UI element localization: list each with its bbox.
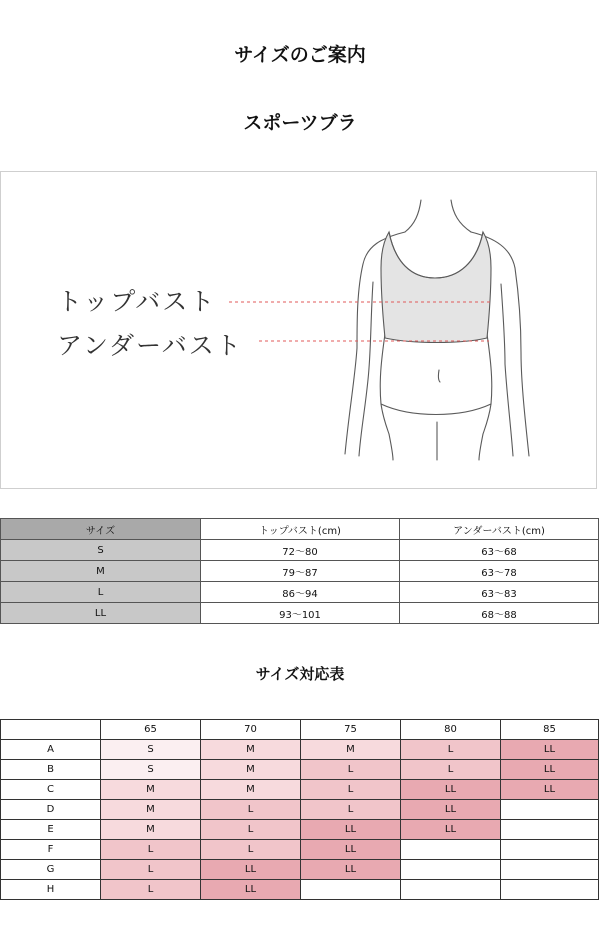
table-row	[1, 820, 599, 840]
size-cell: LL	[401, 820, 501, 840]
top-bust-cell: 72〜80	[201, 540, 400, 561]
under-bust-column-header: 75	[301, 720, 401, 740]
header-corner	[1, 720, 101, 740]
size-cell: S	[101, 740, 201, 760]
size-cell: L	[301, 760, 401, 780]
table-header-row	[1, 519, 599, 540]
size-cell: S	[101, 760, 201, 780]
size-cell: L	[301, 800, 401, 820]
header-top-bust: トップバスト(cm)	[201, 519, 400, 540]
size-cell	[401, 880, 501, 900]
top-bust-cell: 79〜87	[201, 561, 400, 582]
size-cell: LL	[1, 603, 201, 624]
size-cell: LL	[401, 800, 501, 820]
cup-label: H	[1, 880, 101, 900]
size-cell: LL	[501, 760, 599, 780]
size-cell: M	[201, 740, 301, 760]
size-cell: LL	[501, 740, 599, 760]
size-cell	[301, 880, 401, 900]
size-cell: M	[101, 780, 201, 800]
top-bust-label: トップバスト	[57, 287, 217, 316]
product-subtitle: スポーツブラ	[243, 112, 357, 134]
size-correspondence-table	[0, 719, 599, 900]
under-bust-cell: 63〜83	[400, 582, 599, 603]
size-cell: M	[201, 760, 301, 780]
cup-label: C	[1, 780, 101, 800]
cup-label: G	[1, 860, 101, 880]
size-cell: LL	[201, 860, 301, 880]
under-bust-cell: 63〜78	[400, 561, 599, 582]
size-cell	[501, 840, 599, 860]
table-row	[1, 840, 599, 860]
size-cell: LL	[501, 780, 599, 800]
cup-label: E	[1, 820, 101, 840]
cup-label: D	[1, 800, 101, 820]
under-bust-column-header: 70	[201, 720, 301, 740]
under-bust-cell: 68〜88	[400, 603, 599, 624]
page-title: サイズのご案内	[234, 44, 366, 66]
table-row	[1, 740, 599, 760]
under-bust-column-header: 85	[501, 720, 599, 740]
size-cell: M	[301, 740, 401, 760]
size-cell	[401, 840, 501, 860]
size-cell: LL	[301, 840, 401, 860]
size-cell	[501, 800, 599, 820]
size-cell: L	[201, 800, 301, 820]
size-cell	[501, 820, 599, 840]
table-row	[1, 780, 599, 800]
table-row	[1, 860, 599, 880]
table-row	[1, 561, 599, 582]
size-cell: L	[101, 840, 201, 860]
size-chart-title: サイズ対応表	[255, 665, 345, 683]
size-cell: M	[101, 800, 201, 820]
size-cell: S	[1, 540, 201, 561]
header-under-bust: アンダーバスト(cm)	[400, 519, 599, 540]
table-row	[1, 582, 599, 603]
size-cell: L	[201, 820, 301, 840]
cup-label: B	[1, 760, 101, 780]
table-header-row	[1, 720, 599, 740]
table-row	[1, 880, 599, 900]
size-cell: LL	[301, 860, 401, 880]
size-cell	[401, 860, 501, 880]
size-cell: L	[201, 840, 301, 860]
under-bust-label: アンダーバスト	[57, 331, 243, 360]
size-cell	[501, 880, 599, 900]
cup-label: A	[1, 740, 101, 760]
size-cell: L	[101, 880, 201, 900]
size-measurement-table	[0, 518, 599, 624]
table-row	[1, 603, 599, 624]
size-cell: LL	[401, 780, 501, 800]
table-row	[1, 800, 599, 820]
table-row	[1, 540, 599, 561]
table-row	[1, 760, 599, 780]
top-bust-cell: 93〜101	[201, 603, 400, 624]
body-illustration	[1, 172, 598, 490]
measurement-figure	[0, 171, 597, 489]
under-bust-cell: 63〜68	[400, 540, 599, 561]
size-cell: M	[101, 820, 201, 840]
size-cell: L	[1, 582, 201, 603]
under-bust-column-header: 80	[401, 720, 501, 740]
size-cell: L	[101, 860, 201, 880]
size-cell: M	[1, 561, 201, 582]
size-cell: LL	[301, 820, 401, 840]
size-cell	[501, 860, 599, 880]
under-bust-column-header: 65	[101, 720, 201, 740]
size-cell: L	[401, 760, 501, 780]
size-cell: L	[301, 780, 401, 800]
cup-label: F	[1, 840, 101, 860]
header-size: サイズ	[1, 519, 201, 540]
size-cell: L	[401, 740, 501, 760]
size-cell: M	[201, 780, 301, 800]
size-cell: LL	[201, 880, 301, 900]
top-bust-cell: 86〜94	[201, 582, 400, 603]
